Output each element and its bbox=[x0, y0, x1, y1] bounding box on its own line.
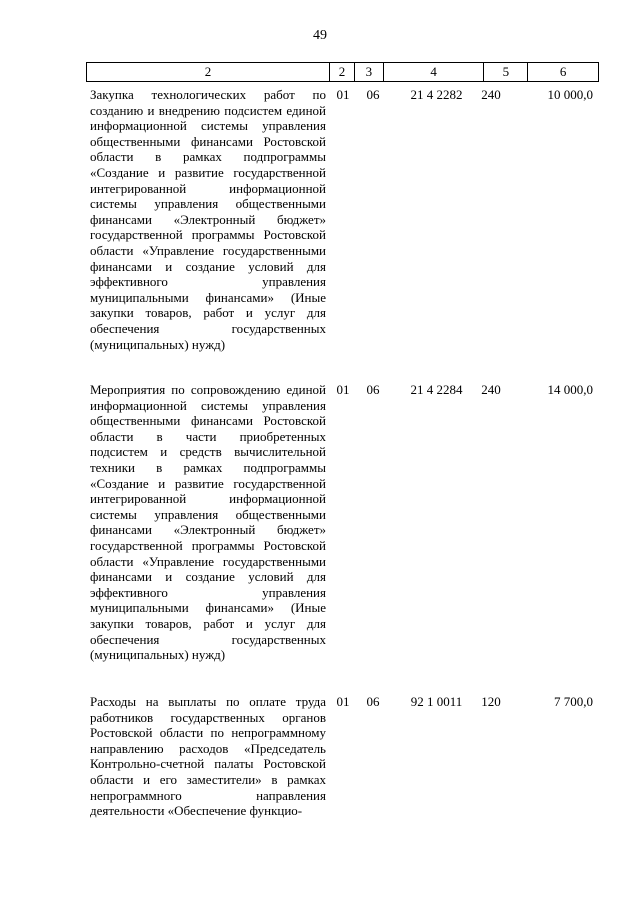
header-col-description: 2 bbox=[87, 63, 330, 81]
row-description: Расходы на выплаты по оплате труда работников государственных органов Ростовской области по непрограммному направлению расходов «Председатель Контрольно-счетной палаты Ростовской области и его заместители» в рамках непрограммного направления деятельности «Обеспечение функцио- bbox=[90, 694, 326, 819]
row-target-article: 21 4 2284 bbox=[410, 382, 463, 397]
row-subsection: 06 bbox=[366, 87, 380, 102]
row-description: Закупка технологических работ по созданию и внедрению подсистем единой информационной системы управления общественными финансами Ростовской области в рамках подпрограммы «Создание и развитие государственной интегрированной информационной системы управления общественными финансами «Электронный бюджет» государственной программы Ростовской области «Управление государственными финансами и создание условий для эффективного управления муниципальными финансами» (Иные закупки товаров, работ и услуг для обеспечения государственных (муниципальных) нужд) bbox=[90, 87, 326, 352]
row-section: 01 bbox=[336, 694, 350, 709]
row-amount: 10 000,0 bbox=[547, 87, 593, 102]
row-subsection: 06 bbox=[366, 382, 380, 397]
row-expense-type: 120 bbox=[481, 694, 501, 709]
page-number: 49 bbox=[313, 28, 327, 43]
row-expense-type: 240 bbox=[481, 382, 501, 397]
row-expense-type: 240 bbox=[481, 87, 501, 102]
table-header bbox=[86, 62, 599, 82]
header-col-expense-type: 5 bbox=[484, 63, 528, 81]
row-description: Мероприятия по сопровождению единой информационной системы управления общественными финансами Ростовской области в части приобретенных подсистем и средств вычислительной техники в рамках подпрограммы «Создание и развитие государственной интегрированной информационной системы управления общественными финансами «Электронный бюджет» государственной программы Ростовской области «Управление государственными финансами и создание условий для эффективного управления муниципальными финансами» (Иные закупки товаров, работ и услуг для обеспечения государственных (муниципальных) нужд) bbox=[90, 382, 326, 663]
row-amount: 14 000,0 bbox=[547, 382, 593, 397]
row-target-article: 21 4 2282 bbox=[410, 87, 463, 102]
row-subsection: 06 bbox=[366, 694, 380, 709]
row-amount: 7 700,0 bbox=[554, 694, 593, 709]
header-col-subsection: 3 bbox=[355, 63, 384, 81]
row-target-article: 92 1 0011 bbox=[410, 694, 463, 709]
header-col-amount: 6 bbox=[559, 64, 567, 79]
row-section: 01 bbox=[336, 382, 350, 397]
row-section: 01 bbox=[336, 87, 350, 102]
header-col-section: 2 bbox=[330, 63, 355, 81]
header-col-target-article: 4 bbox=[384, 63, 485, 81]
